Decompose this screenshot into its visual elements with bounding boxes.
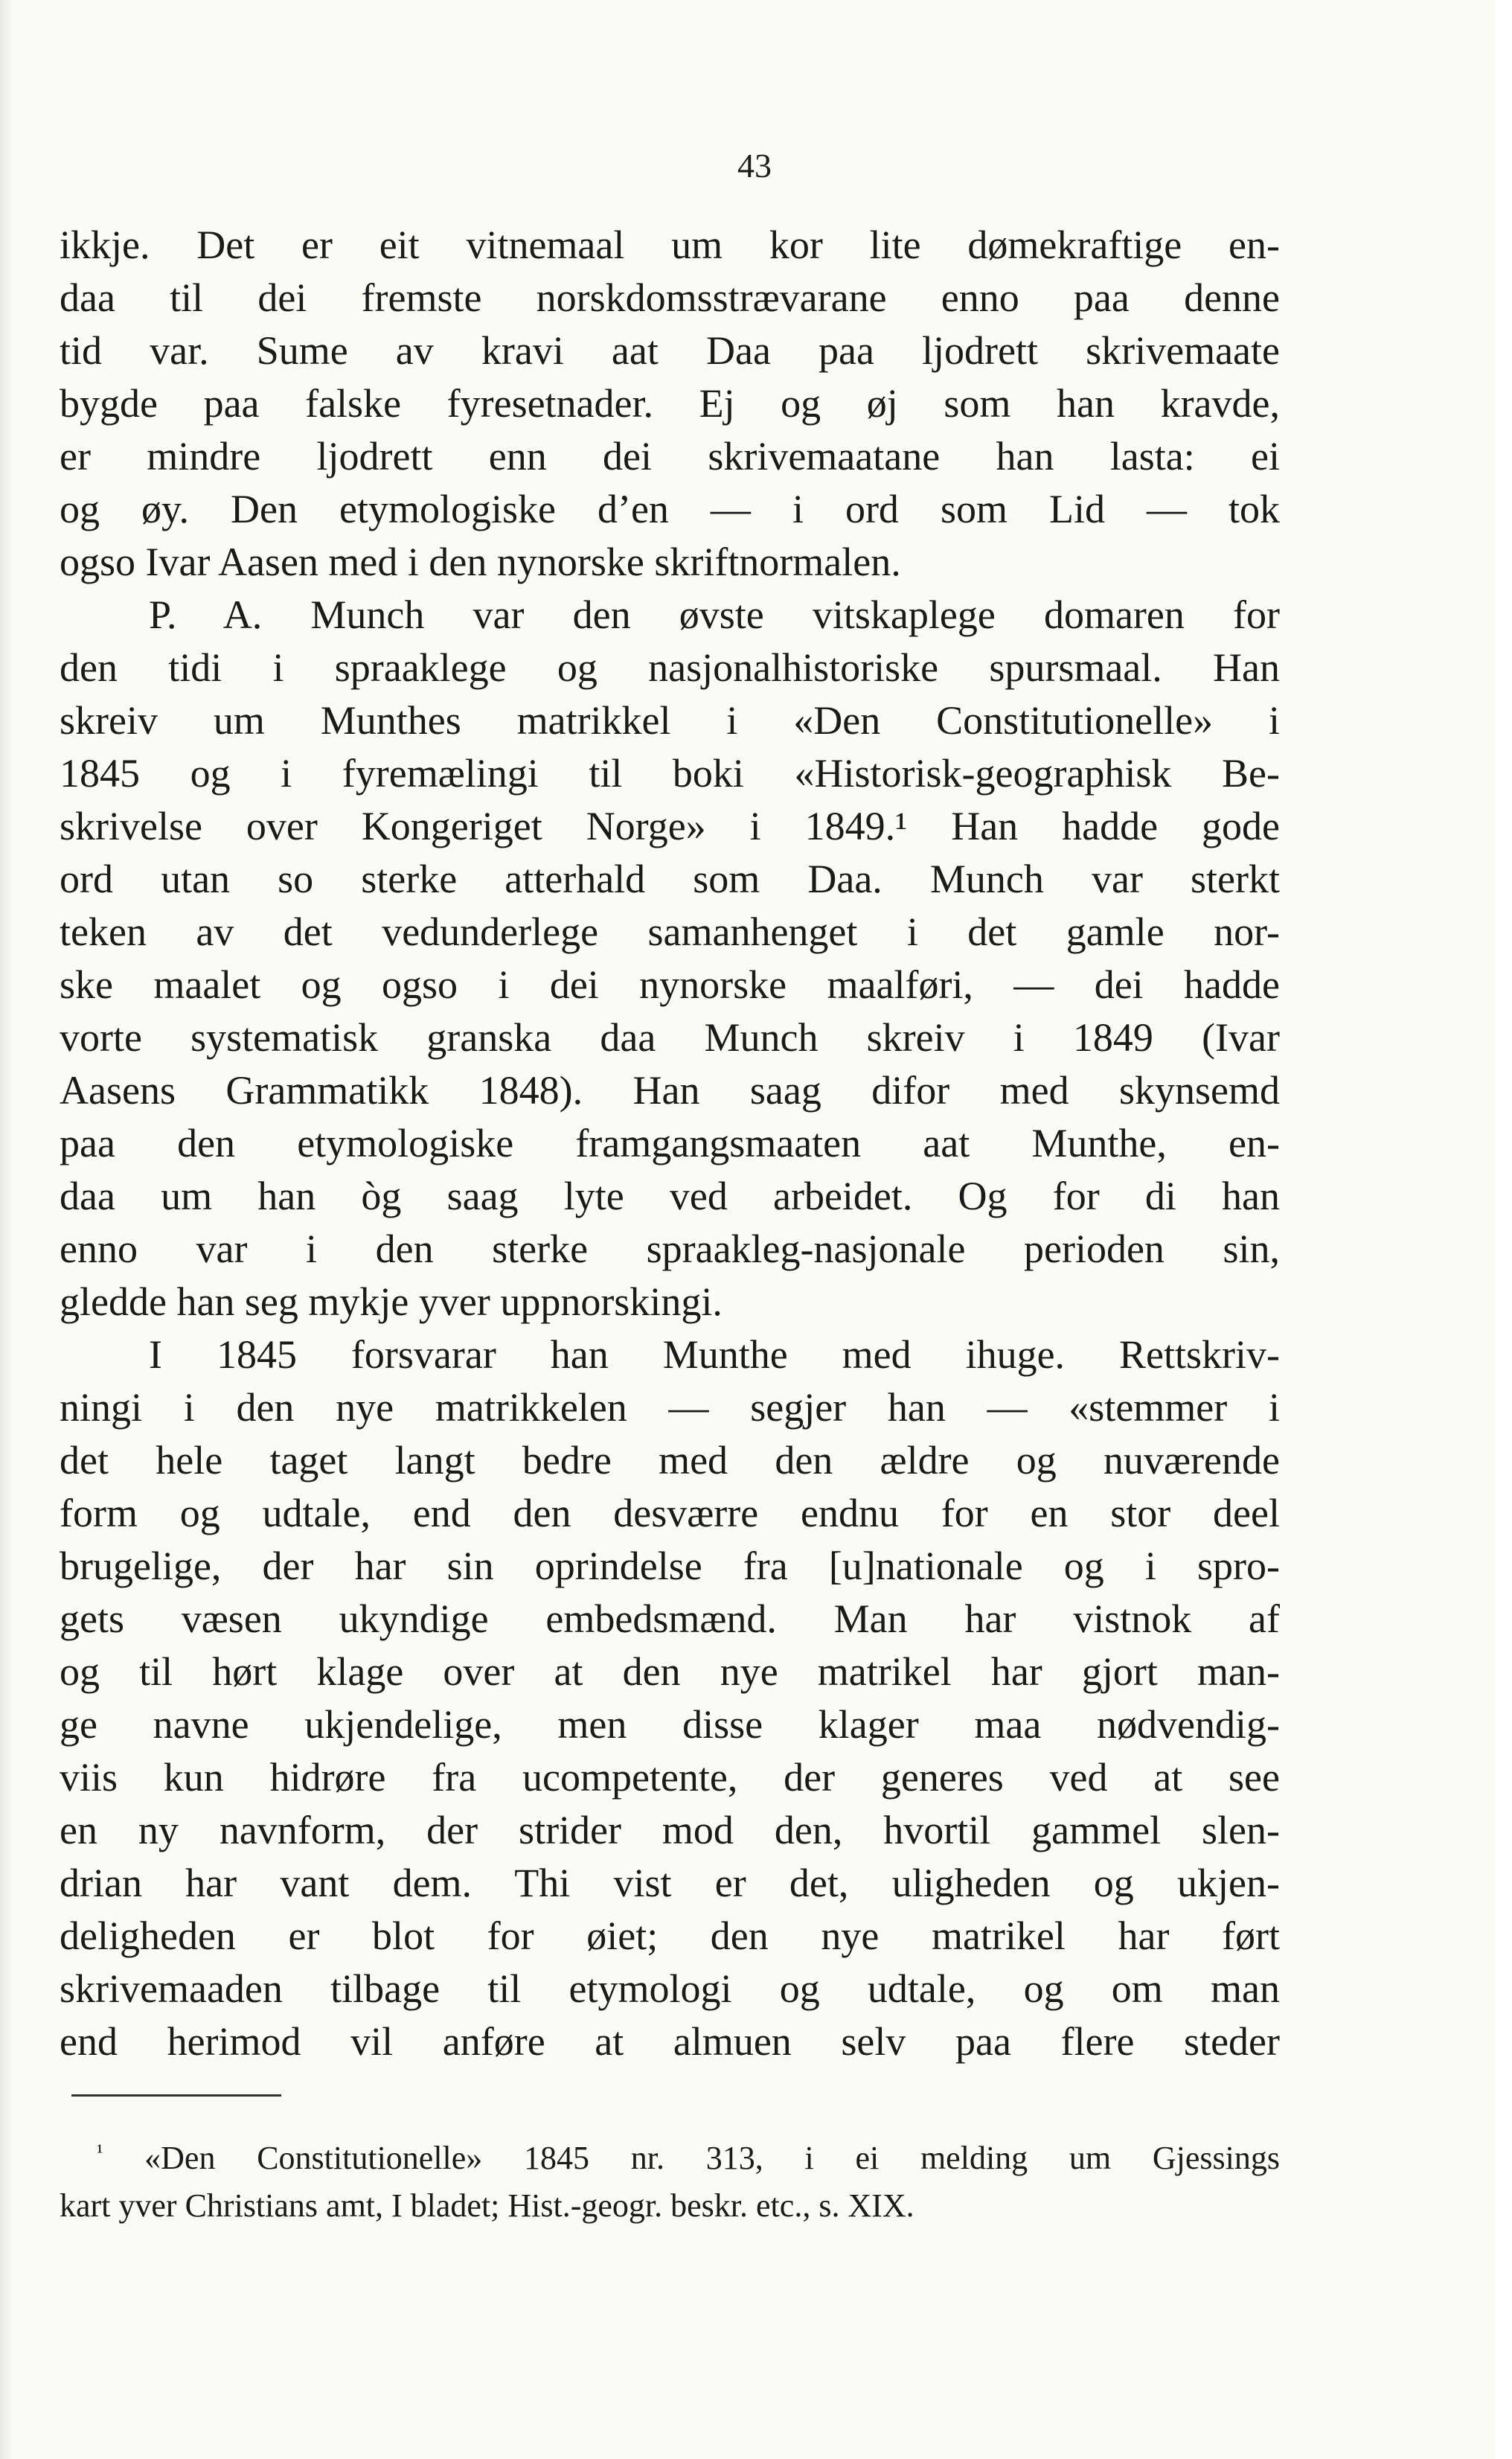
text-line: 1845 og i fyremælingi til boki «Historisk-geographisk Be- [60, 751, 1280, 796]
text-line: deligheden er blot for øiet; den nye matrikel har ført [60, 1913, 1280, 1958]
text-line: form og udtale, end den desværre endnu for en stor deel [60, 1491, 1280, 1535]
text-line: den tidi i spraaklege og nasjonalhistoriske spursmaal. Han [60, 645, 1280, 690]
footnote-text: «Den Constitutionelle» 1845 nr. 313, i ei melding um Gjessings [144, 2140, 1280, 2176]
text-line: og til hørt klage over at den nye matrikel har gjort man- [60, 1649, 1280, 1694]
text-line: paa den etymologiske framgangsmaaten aat Munthe, en- [60, 1121, 1280, 1165]
text-line: skreiv um Munthes matrikkel i «Den Constitutionelle» i [60, 698, 1280, 743]
text-line: ord utan so sterke atterhald som Daa. Munch var sterkt [60, 857, 1280, 901]
text-line: og øy. Den etymologiske d’en — i ord som Lid — tok [60, 487, 1280, 531]
text-line: gets væsen ukyndige embedsmænd. Man har vistnok af [60, 1596, 1280, 1641]
text-line: teken av det vedunderlege samanhenget i det gamle nor- [60, 909, 1280, 954]
paragraph-start-line: P. A. Munch var den øvste vitskaplege domaren for [149, 592, 1280, 637]
footnote [60, 2135, 1280, 2230]
text-line: tid var. Sume av kravi aat Daa paa ljodrett skrivemaate [60, 328, 1280, 373]
text-line: gledde han seg mykje yver uppnorskingi. [60, 1279, 723, 1324]
text-line: ge navne ukjendelige, men disse klager maa nødvendig- [60, 1702, 1280, 1747]
text-line: drian har vant dem. Thi vist er det, uligheden og ukjen- [60, 1861, 1280, 1905]
text-line: bygde paa falske fyresetnader. Ej og øj som han kravde, [60, 381, 1280, 426]
text-line: skrivemaaden tilbage til etymologi og udtale, og om man [60, 1966, 1280, 2011]
text-line: ikkje. Det er eit vitnemaal um kor lite dømekraftige en- [60, 223, 1280, 267]
text-line: skrivelse over Kongeriget Norge» i 1849.¹ Han hadde gode [60, 804, 1280, 848]
text-line: er mindre ljodrett enn dei skrivemaatane han lasta: ei [60, 434, 1280, 479]
footnote-line [60, 2135, 1280, 2182]
body-text [60, 219, 1280, 2068]
paragraph-start-line: I 1845 forsvarar han Munthe med ihuge. Rettskriv- [149, 1332, 1280, 1377]
text-line: enno var i den sterke spraakleg-nasjonale perioden sin, [60, 1227, 1280, 1271]
text-line: viis kun hidrøre fra ucompetente, der generes ved at see [60, 1755, 1280, 1800]
text-line: en ny navnform, der strider mod den, hvortil gammel slen- [60, 1808, 1280, 1852]
text-line: brugelige, der har sin oprindelse fra [u]nationale og i spro- [60, 1544, 1280, 1588]
text-line: vorte systematisk granska daa Munch skreiv i 1849 (Ivar [60, 1015, 1280, 1060]
text-line: daa um han òg saag lyte ved arbeidet. Og for di han [60, 1174, 1280, 1218]
text-line: ogso Ivar Aasen med i den nynorske skriftnormalen. [60, 540, 901, 584]
book-page [13, 0, 1496, 2459]
text-line: Aasens Grammatikk 1848). Han saag difor med skynsemd [60, 1068, 1280, 1113]
footnote-separator [71, 2094, 281, 2097]
text-line: ningi i den nye matrikkelen — segjer han — «stemmer i [60, 1385, 1280, 1430]
page-number: 43 [737, 147, 772, 185]
footnote-marker: ¹ [97, 2140, 103, 2164]
text-line: end herimod vil anføre at almuen selv paa flere steder [60, 2019, 1280, 2064]
text-line: daa til dei fremste norskdomsstrævarane enno paa denne [60, 275, 1280, 320]
text-line: det hele taget langt bedre med den ældre og nuværende [60, 1438, 1280, 1483]
footnote-line: kart yver Christians amt, I bladet; Hist.-geogr. beskr. etc., s. XIX. [60, 2187, 914, 2224]
text-line: ske maalet og ogso i dei nynorske maalføri, — dei hadde [60, 962, 1280, 1007]
page-edge-shadow [0, 0, 13, 2459]
